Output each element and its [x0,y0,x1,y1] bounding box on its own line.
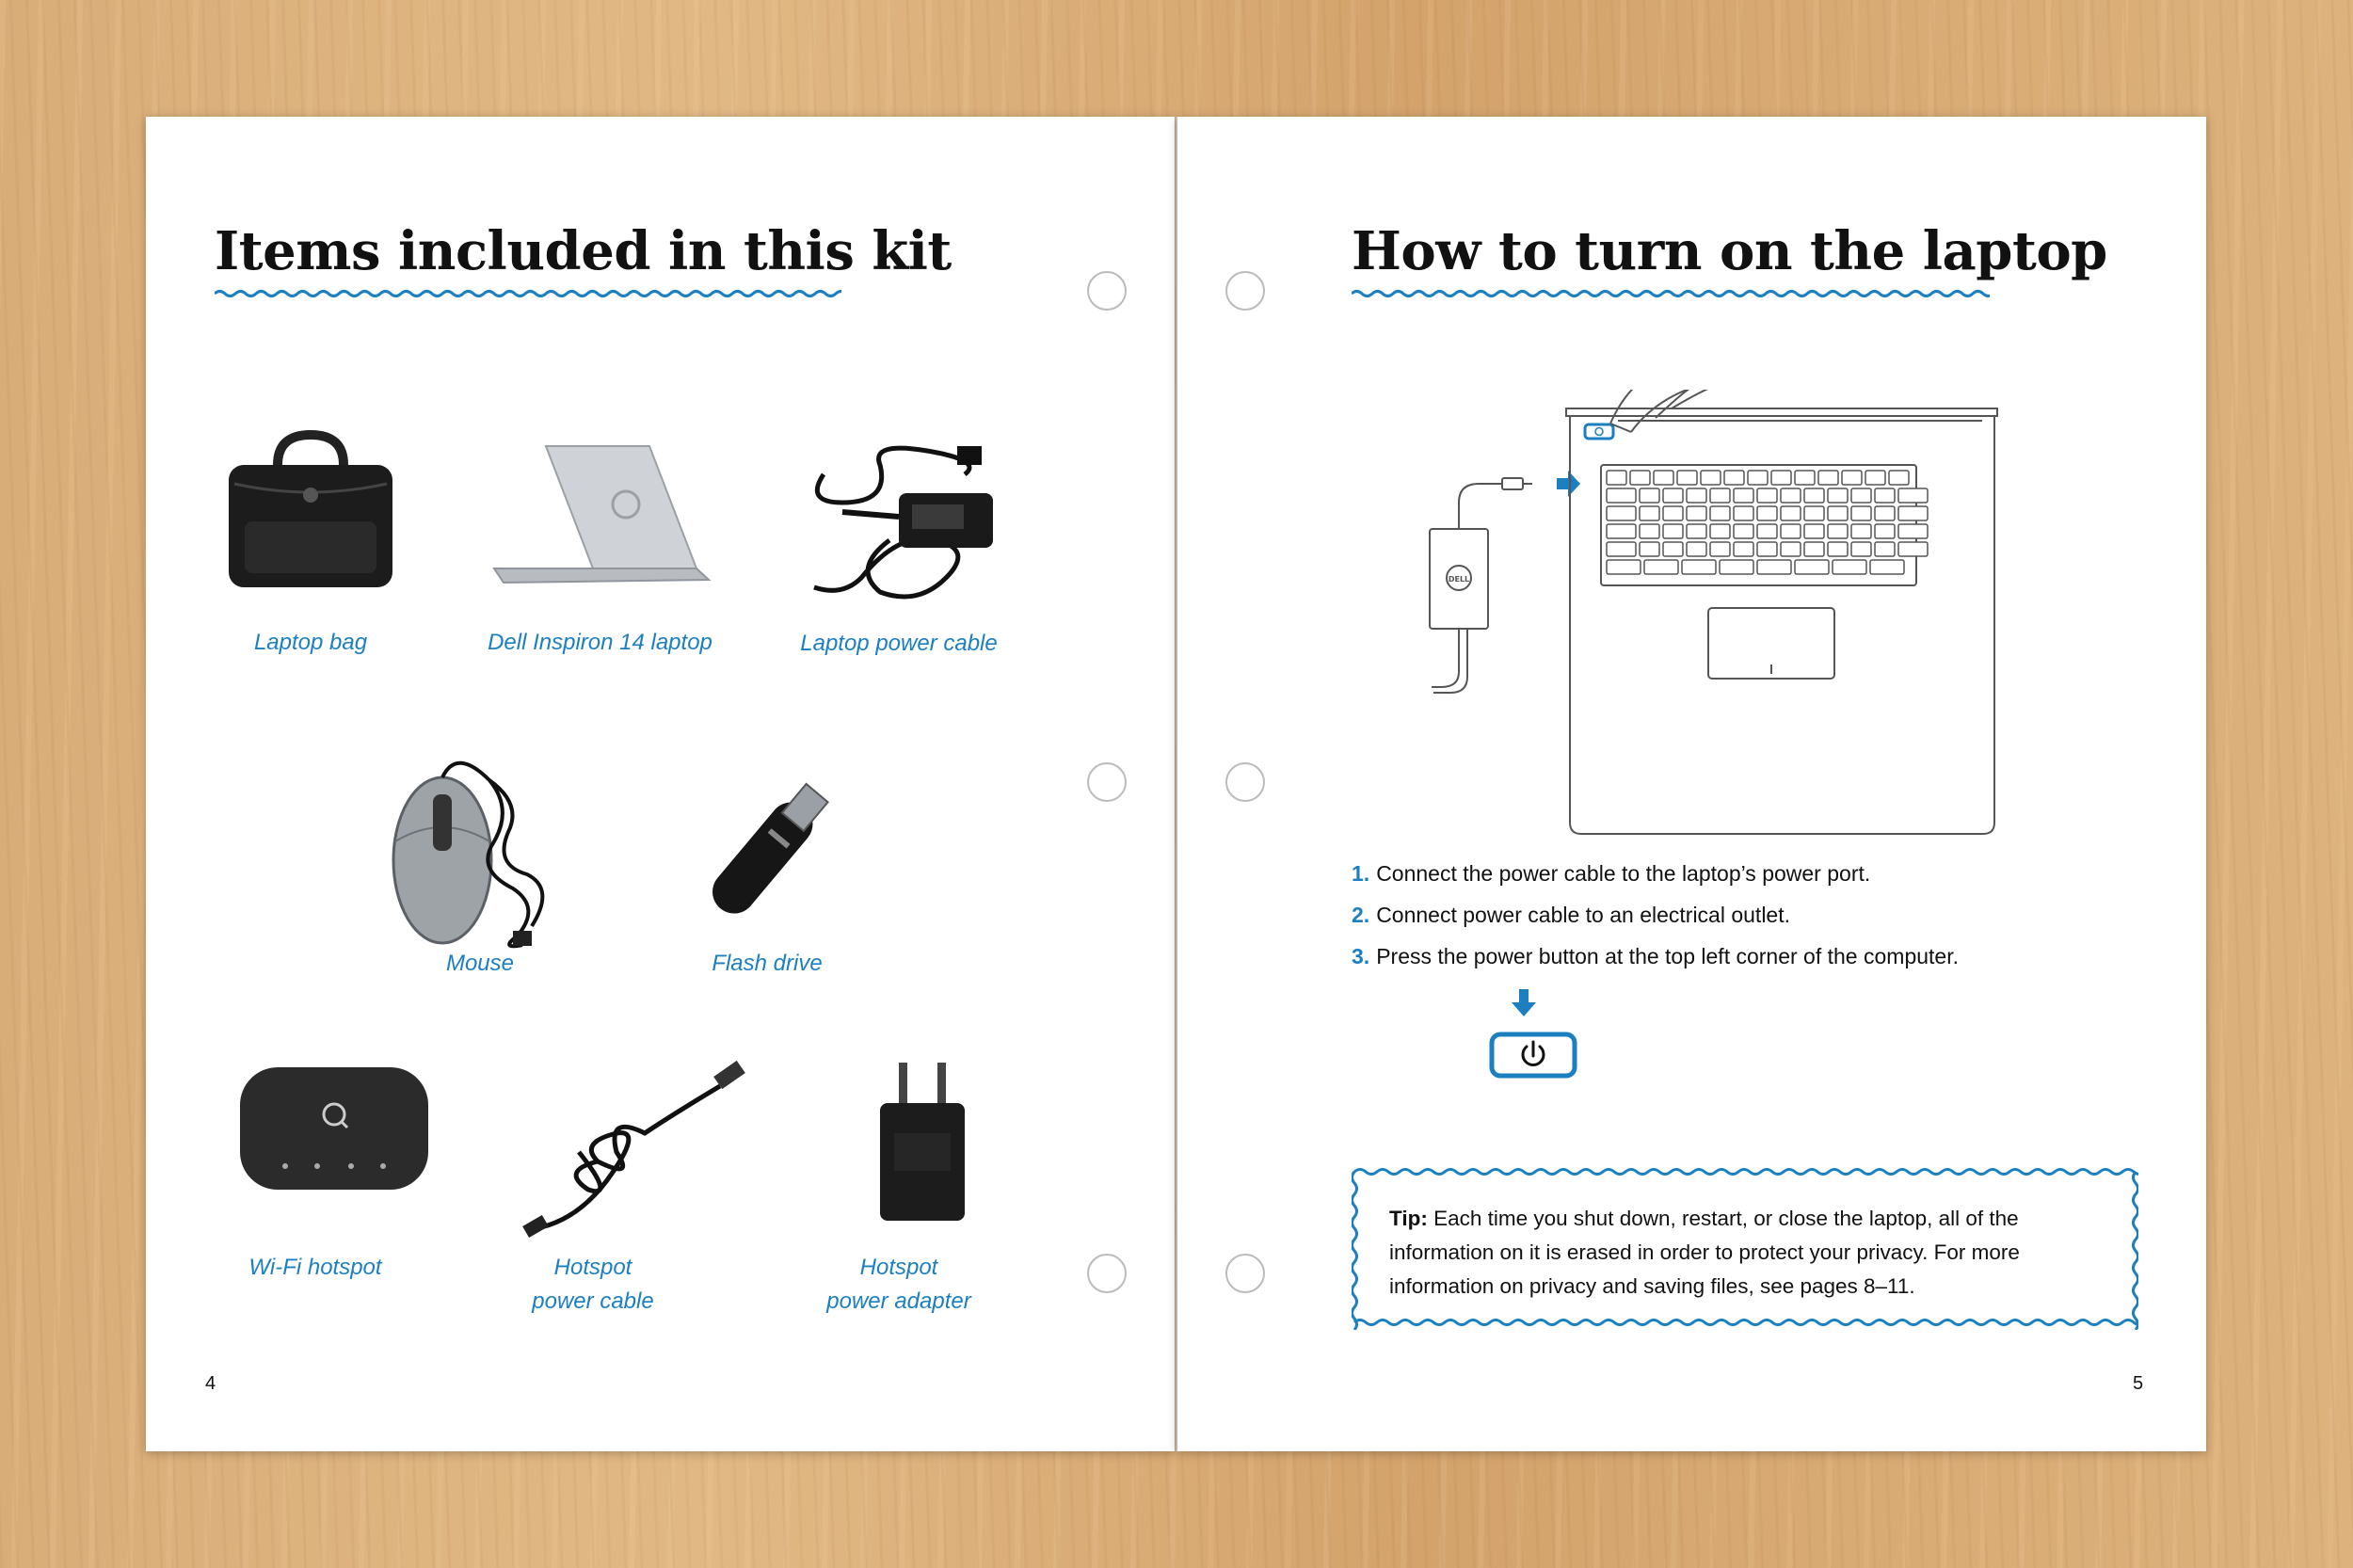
power-on-steps [1352,853,1959,977]
keyboard-key [1687,542,1706,556]
usb-cable-icon [504,1058,758,1246]
keyboard-key [1875,506,1895,520]
keyboard-key [1607,560,1641,574]
step-item: 3. Press the power button at the top left corner of the computer. [1352,944,1959,968]
keyboard-key [1875,524,1895,538]
keyboard-key [1875,542,1895,556]
binder-hole [1225,271,1265,311]
keyboard-key [1630,471,1650,485]
keyboard-key [1870,560,1904,574]
keyboard-key [1710,506,1730,520]
title-underline-wave [215,286,841,301]
keyboard-key [1607,542,1636,556]
charger-logo-text: DELL [1448,575,1470,584]
keyboard-key [1677,471,1697,485]
step-item: 1. Connect the power cable to the laptop’s power port. [1352,861,1871,886]
title-underline-wave [1352,286,1990,301]
keyboard-key [1889,471,1909,485]
keyboard-key [1607,488,1636,503]
keyboard-key [1757,488,1777,503]
binder-hole [1087,762,1127,802]
keyboard-key [1748,471,1768,485]
keyboard-key [1663,488,1683,503]
keyboard-key [1757,506,1777,520]
binder-hole [1087,1254,1127,1293]
arrow-right-icon [1557,471,1580,497]
tip-text: Tip: Each time you shut down, restart, or close the laptop, all of the information on it is erased in order to protect your privacy. For more information on privacy and saving files, see pages 8–11. [1389,1207,2020,1298]
keyboard-key [1757,560,1791,574]
binder-hole [1087,271,1127,311]
right-page [1177,117,2206,1451]
caption-mouse: Mouse [445,951,515,976]
keyboard-key [1795,471,1815,485]
wall-adapter-icon [866,1058,979,1227]
keyboard-key [1663,542,1683,556]
keyboard-key [1875,488,1895,503]
keyboard-key [1828,506,1848,520]
page-number-right: 5 [2133,1373,2144,1394]
keyboard-key [1851,506,1871,520]
keyboard-key [1804,488,1824,503]
keyboard-key [1795,560,1829,574]
wifi-hotspot-icon [231,1058,438,1199]
keyboard-key [1898,488,1928,503]
keyboard-key [1710,542,1730,556]
caption-flash-drive: Flash drive [712,951,823,976]
keyboard-key [1663,506,1683,520]
keyboard-key [1734,506,1753,520]
keyboard-key [1818,471,1838,485]
keyboard-key [1607,506,1636,520]
keyboard-key [1640,506,1659,520]
keyboard-key [1757,542,1777,556]
keyboard-key [1757,524,1777,538]
step-item: 2. Connect power cable to an electrical outlet. [1352,903,1790,927]
caption-laptop: Dell Inspiron 14 laptop [488,630,712,655]
caption-hotspot-power-cable: Hotspot power cable [532,1255,654,1314]
keyboard-key [1781,524,1801,538]
keyboard-key [1851,524,1871,538]
keyboard-key [1828,542,1848,556]
laptop-power-diagram [1413,390,2241,860]
left-page [146,117,1175,1451]
keyboard-key [1804,506,1824,520]
keyboard-key [1607,471,1626,485]
keyboard-key [1687,506,1706,520]
keyboard-key [1640,542,1659,556]
keyboard-key [1865,471,1885,485]
keyboard-key [1734,524,1753,538]
keyboard-key [1781,542,1801,556]
keyboard-key [1851,488,1871,503]
keyboard-key [1654,471,1673,485]
laptop-bag-icon [221,427,400,597]
caption-laptop-bag: Laptop bag [253,630,368,655]
page-title-items: Items included in this kit [215,220,952,282]
page-number-left: 4 [205,1373,216,1394]
caption-laptop-power-cable: Laptop power cable [800,631,998,656]
tip-box [1352,1164,2138,1330]
mouse-icon [381,757,569,954]
flash-drive-icon [696,776,838,936]
binder-hole [1225,1254,1265,1293]
laptop-icon [485,437,720,597]
keyboard-key [1781,488,1801,503]
keyboard-key [1607,524,1636,538]
keyboard-key [1851,542,1871,556]
keyboard-key [1701,471,1721,485]
keyboard-key [1734,542,1753,556]
binder-hole [1225,762,1265,802]
keyboard-key [1842,471,1862,485]
keyboard-key [1833,560,1866,574]
keyboard-key [1898,524,1928,538]
keyboard-key [1687,524,1706,538]
keyboard-key [1804,524,1824,538]
keyboard-key [1710,524,1730,538]
diagram-power-button [1585,424,1613,439]
power-cable-icon [795,437,1002,606]
keyboard-key [1898,542,1928,556]
keyboard-key [1640,524,1659,538]
keyboard-key [1710,488,1730,503]
keyboard-key [1828,488,1848,503]
keyboard-key [1724,471,1744,485]
keyboard-key [1640,488,1659,503]
caption-hotspot-power-adapter: Hotspot power adapter [826,1255,971,1314]
caption-wifi-hotspot: Wi-Fi hotspot [248,1255,382,1280]
keyboard-key [1663,524,1683,538]
keyboard-key [1771,471,1791,485]
keyboard-key [1781,506,1801,520]
laptop-outline-icon [1566,408,1997,834]
page-title-turn-on: How to turn on the laptop [1352,220,2107,282]
arrow-down-icon [1512,989,1536,1016]
power-button-callout [1488,987,1582,1100]
keyboard-key [1804,542,1824,556]
tip-label: Tip: [1389,1207,1428,1230]
keyboard-key [1734,488,1753,503]
keyboard-key [1687,488,1706,503]
keyboard-key [1898,506,1928,520]
keyboard-key [1720,560,1753,574]
keyboard-key [1644,560,1678,574]
keyboard-key [1828,524,1848,538]
keyboard-key [1682,560,1716,574]
